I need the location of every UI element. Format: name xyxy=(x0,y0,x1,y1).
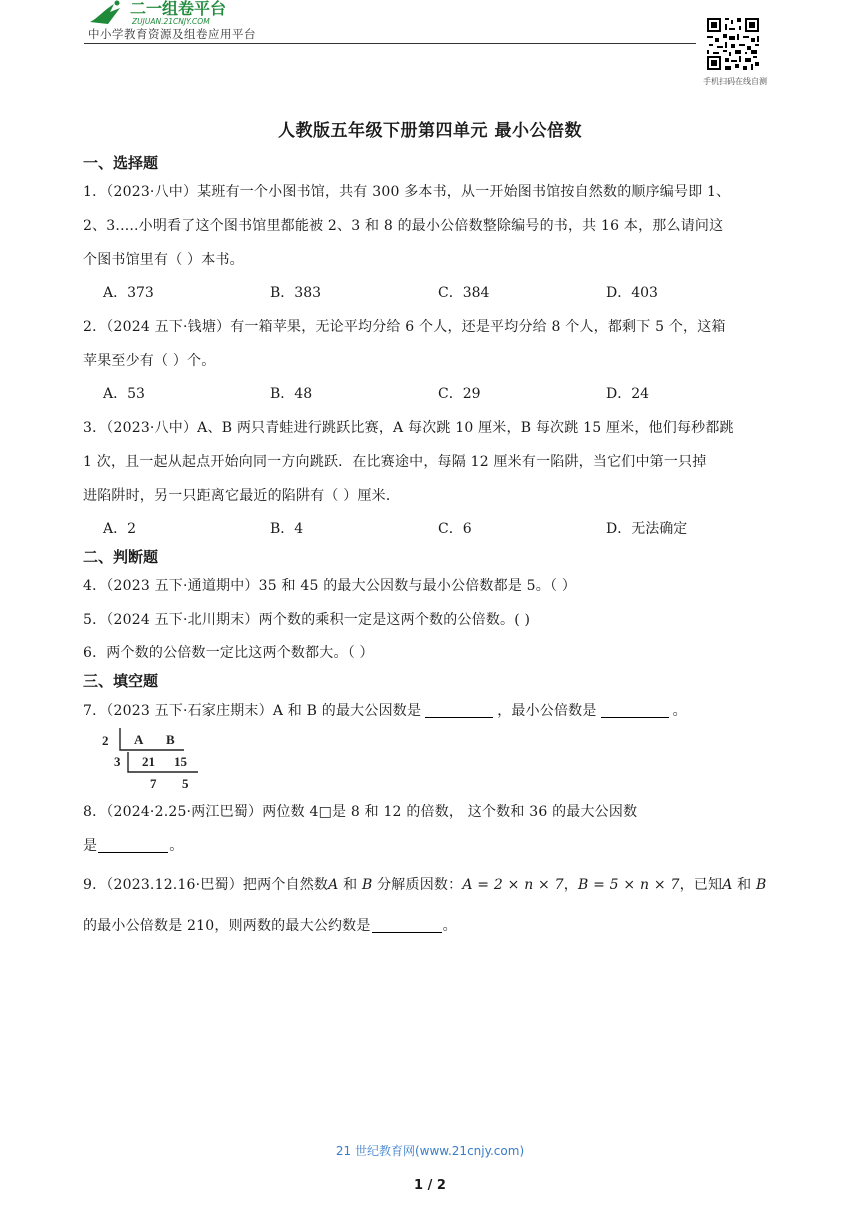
document-title: 人教版五年级下册第四单元 最小公倍数 xyxy=(278,121,582,141)
section-heading-choice: 一、选择题 xyxy=(83,154,159,172)
q4-line: 4．（2023 五下·通道期中）35 和 45 的最大公因数与最小公倍数都是 5。（ ） xyxy=(83,578,577,594)
q3-option-a: A．2 xyxy=(103,521,137,537)
row2-a: 21 xyxy=(142,754,155,769)
q7-line xyxy=(83,700,687,720)
q3-line-3: 进陷阱时，另一只距离它最近的陷阱有（ ）厘米． xyxy=(83,488,401,504)
row1-b: B xyxy=(166,732,175,747)
q3-line-2: 1 次，且一起从起点开始向同一方向跳跃．在比赛途中，每隔 12 厘米有一陷阱，当它们中第一只掉 xyxy=(83,454,707,470)
q5-line: 5．（2024 五下·北川期末）两个数的乘积一定是这两个数的公倍数。( ) xyxy=(83,612,531,628)
q8-text-post: 。 xyxy=(169,838,184,854)
q7-text-pre: 7．（2023 五下·石家庄期末）A 和 B 的最大公因数是 xyxy=(83,703,422,719)
q9-var-a: A xyxy=(328,877,339,893)
q1-option-a: A．373 xyxy=(103,285,154,301)
q9-var-a-2: A xyxy=(722,877,733,893)
short-division-figure xyxy=(98,726,202,792)
q8-text-pre: 是 xyxy=(83,838,98,854)
q1-option-b: B．383 xyxy=(270,285,322,301)
q1-line-2: 2、3.....小明看了这个图书馆里都能被 2、3 和 8 的最小公倍数整除编号的书，共 16 本，那么请问这 xyxy=(83,218,724,234)
q2-option-a: A．53 xyxy=(103,386,145,402)
q9-line-2 xyxy=(83,915,457,935)
logo-sub: ZUJUAN.21CNJY.COM xyxy=(132,17,210,26)
q6-line: 6．两个数的公倍数一定比这两个数都大。（ ） xyxy=(83,645,374,661)
logo xyxy=(84,0,274,26)
q3-line-1: 3．（2023·八中）A、B 两只青蛙进行跳跃比赛，A 每次跳 10 厘米，B 每次跳 15 厘米，他们每秒都跳 xyxy=(83,420,734,436)
q1-option-d: D．403 xyxy=(606,285,658,301)
q7-blank-gcd[interactable] xyxy=(425,703,493,718)
row3-a: 7 xyxy=(150,776,157,791)
q9-var-b-2: B xyxy=(756,877,767,893)
q8-line-1: 8．（2024·2.25·两江巴蜀）两位数 4□是 8 和 12 的倍数， 这个数和 36 的最大公因数 xyxy=(83,804,638,820)
q9-var-b: B xyxy=(361,877,373,893)
section-heading-judge: 二、判断题 xyxy=(83,548,159,566)
q2-line-1: 2．（2024 五下·钱塘）有一箱苹果，无论平均分给 6 个人，还是平均分给 8 个人，都剩下 5 个，这箱 xyxy=(83,319,726,335)
footer-site-link[interactable]: 21 世纪教育网(www.21cnjy.com) xyxy=(335,1144,525,1158)
q9-blank[interactable] xyxy=(372,918,442,933)
q9-text-and-2: 和 xyxy=(732,877,757,893)
runner-logo-icon xyxy=(90,4,120,24)
q2-option-c: C．29 xyxy=(438,386,481,402)
qr-code-icon xyxy=(705,16,761,72)
header-rule xyxy=(84,43,696,44)
q8-line-2 xyxy=(83,835,183,855)
q2-option-d: D．24 xyxy=(606,386,650,402)
q9-equation-a: A = 2 × n × 7 xyxy=(462,877,564,893)
q1-line-1: 1．（2023·八中）某班有一个小图书馆，共有 300 多本书，从一开始图书馆按自然数的顺序编号即 1、 xyxy=(83,184,731,200)
q9-text-l2: 的最小公倍数是 210，则两数的最大公约数是 xyxy=(83,918,371,934)
q2-line-2: 苹果至少有（ ）个。 xyxy=(83,353,216,369)
q1-option-c: C．384 xyxy=(438,285,490,301)
logo-text: 二一组卷平台 xyxy=(130,0,227,18)
q9-text-l2-post: 。 xyxy=(442,918,457,934)
q9-line-1 xyxy=(83,874,767,894)
qr-caption: 手机扫码在线自测 xyxy=(703,77,767,86)
q1-line-3: 个图书馆里有（ ）本书。 xyxy=(83,252,244,268)
page-number: 1 / 2 xyxy=(414,1178,446,1193)
q3-option-c: C．6 xyxy=(438,521,472,537)
q9-equation-b: B = 5 × n × 7 xyxy=(577,877,680,893)
q3-option-b: B．4 xyxy=(270,521,304,537)
header-subtitle: 中小学教育资源及组卷应用平台 xyxy=(88,27,256,41)
q7-blank-lcm[interactable] xyxy=(601,703,669,718)
q9-text-pre: 9．（2023.12.16·巴蜀）把两个自然数 xyxy=(83,877,329,893)
q3-option-d: D．无法确定 xyxy=(606,521,688,537)
row2-b: 15 xyxy=(174,754,187,769)
divisor-1: 2 xyxy=(102,733,109,748)
q9-text-and: 和 xyxy=(338,877,362,893)
q9-comma: ， xyxy=(563,877,578,893)
q9-text-tail: ，已知 xyxy=(679,877,723,893)
q7-text-post: 。 xyxy=(672,703,687,719)
q7-text-mid: ，最小公倍数是 xyxy=(497,703,597,719)
divisor-2: 3 xyxy=(114,754,121,769)
row1-a: A xyxy=(134,732,144,747)
q2-option-b: B．48 xyxy=(270,386,313,402)
section-heading-fill: 三、填空题 xyxy=(83,672,159,690)
q9-text-mid: 分解质因数： xyxy=(372,877,463,893)
row3-b: 5 xyxy=(182,776,189,791)
q8-blank[interactable] xyxy=(98,838,168,853)
